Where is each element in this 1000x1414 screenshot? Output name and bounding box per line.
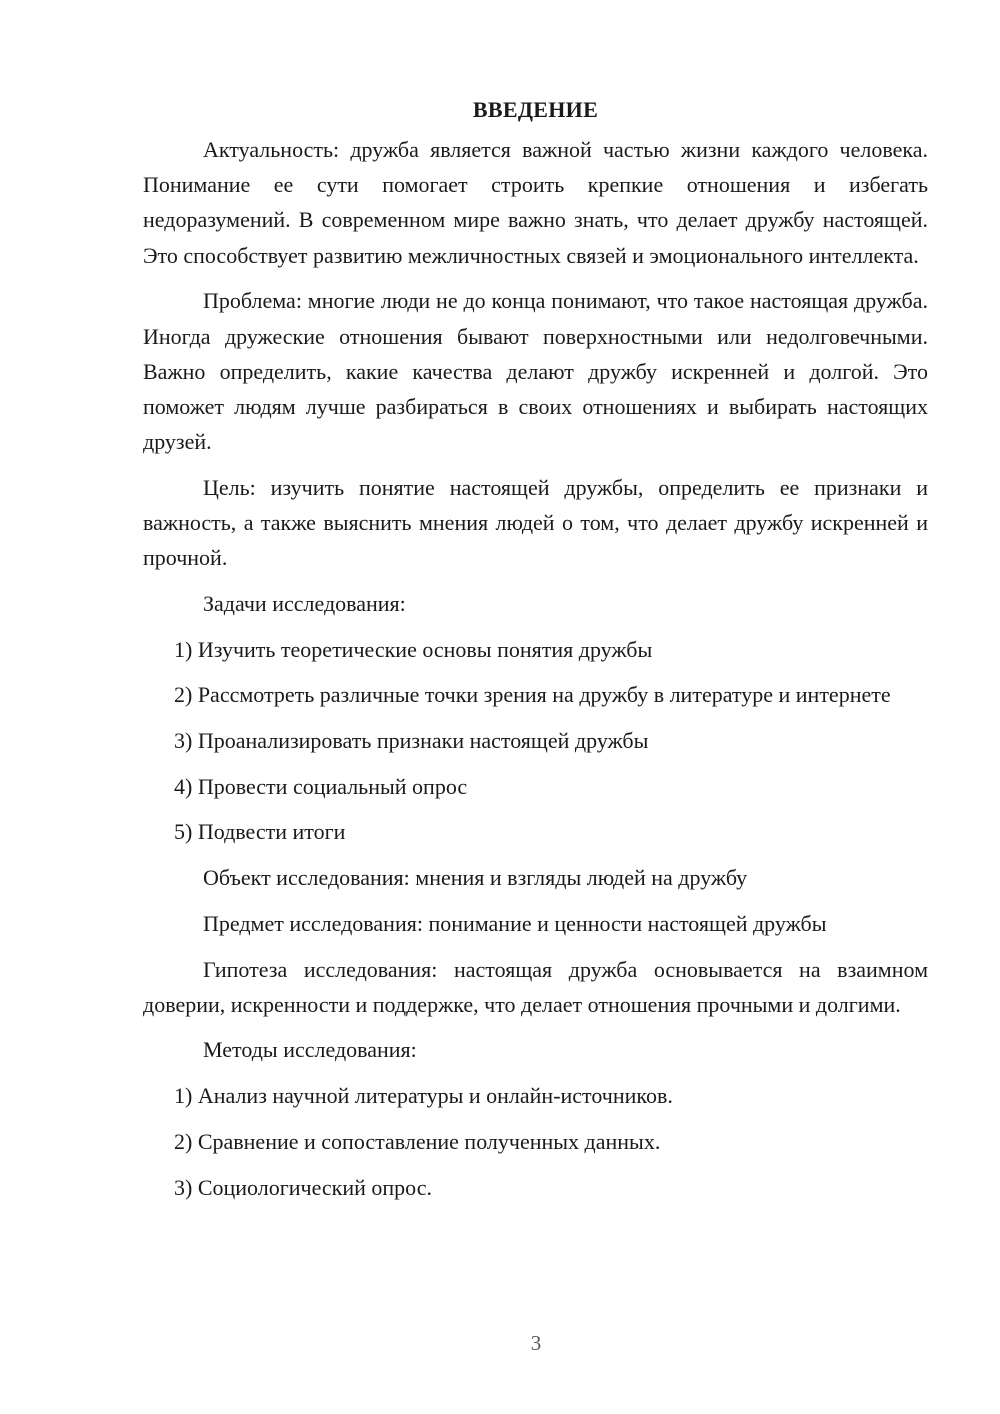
research-object: Объект исследования: мнения и взгляды людей на дружбу	[203, 865, 748, 891]
list-item: 1) Изучить теоретические основы понятия дружбы	[174, 636, 653, 662]
list-item: 1) Анализ научной литературы и онлайн-источников.	[174, 1083, 673, 1109]
list-item: 3) Проанализировать признаки настоящей дружбы	[174, 728, 649, 754]
list-item: 2) Сравнение и сопоставление полученных данных.	[174, 1128, 661, 1154]
research-subject: Предмет исследования: понимание и ценности настоящей дружбы	[203, 910, 827, 936]
problem-paragraph: Проблема: многие люди не до конца понимают, что такое настоящая дружба. Иногда дружеские отношения бывают поверхностными или недолговечными. Важно определить, какие качества делают дружбу искренней и долгой. Это поможет людям лучше разбираться в своих отношениях и выбирать настоящих друзей.	[143, 288, 928, 455]
list-item: 4) Провести социальный опрос	[174, 773, 468, 799]
goal-paragraph: Цель: изучить понятие настоящей дружбы, определить ее признаки и важность, а также выяснить мнения людей о том, что делает дружбу искренней и прочной.	[143, 474, 928, 571]
page-title: ВВЕДЕНИЕ	[472, 97, 599, 122]
methods-list	[143, 1078, 928, 1205]
tasks-heading: Задачи исследования:	[203, 590, 406, 616]
tasks-list	[143, 632, 928, 850]
methods-heading: Методы исследования:	[203, 1037, 417, 1063]
page-number: 3	[530, 1331, 542, 1355]
list-item: 3) Социологический опрос.	[174, 1174, 432, 1200]
document-page	[143, 92, 928, 1215]
list-item: 2) Рассмотреть различные точки зрения на дружбу в литературе и интернете	[174, 682, 891, 708]
hypothesis-paragraph: Гипотеза исследования: настоящая дружба основывается на взаимном доверии, искренности и поддержке, что делает отношения прочными и долгими.	[143, 956, 928, 1017]
list-item: 5) Подвести итоги	[174, 819, 346, 845]
relevance-paragraph: Актуальность: дружба является важной частью жизни каждого человека. Понимание ее сути помогает строить крепкие отношения и избегать недоразумений. В современном мире важно знать, что делает дружбу настоящей. Это способствует развитию межличностных связей и эмоционального интеллекта.	[143, 137, 928, 268]
